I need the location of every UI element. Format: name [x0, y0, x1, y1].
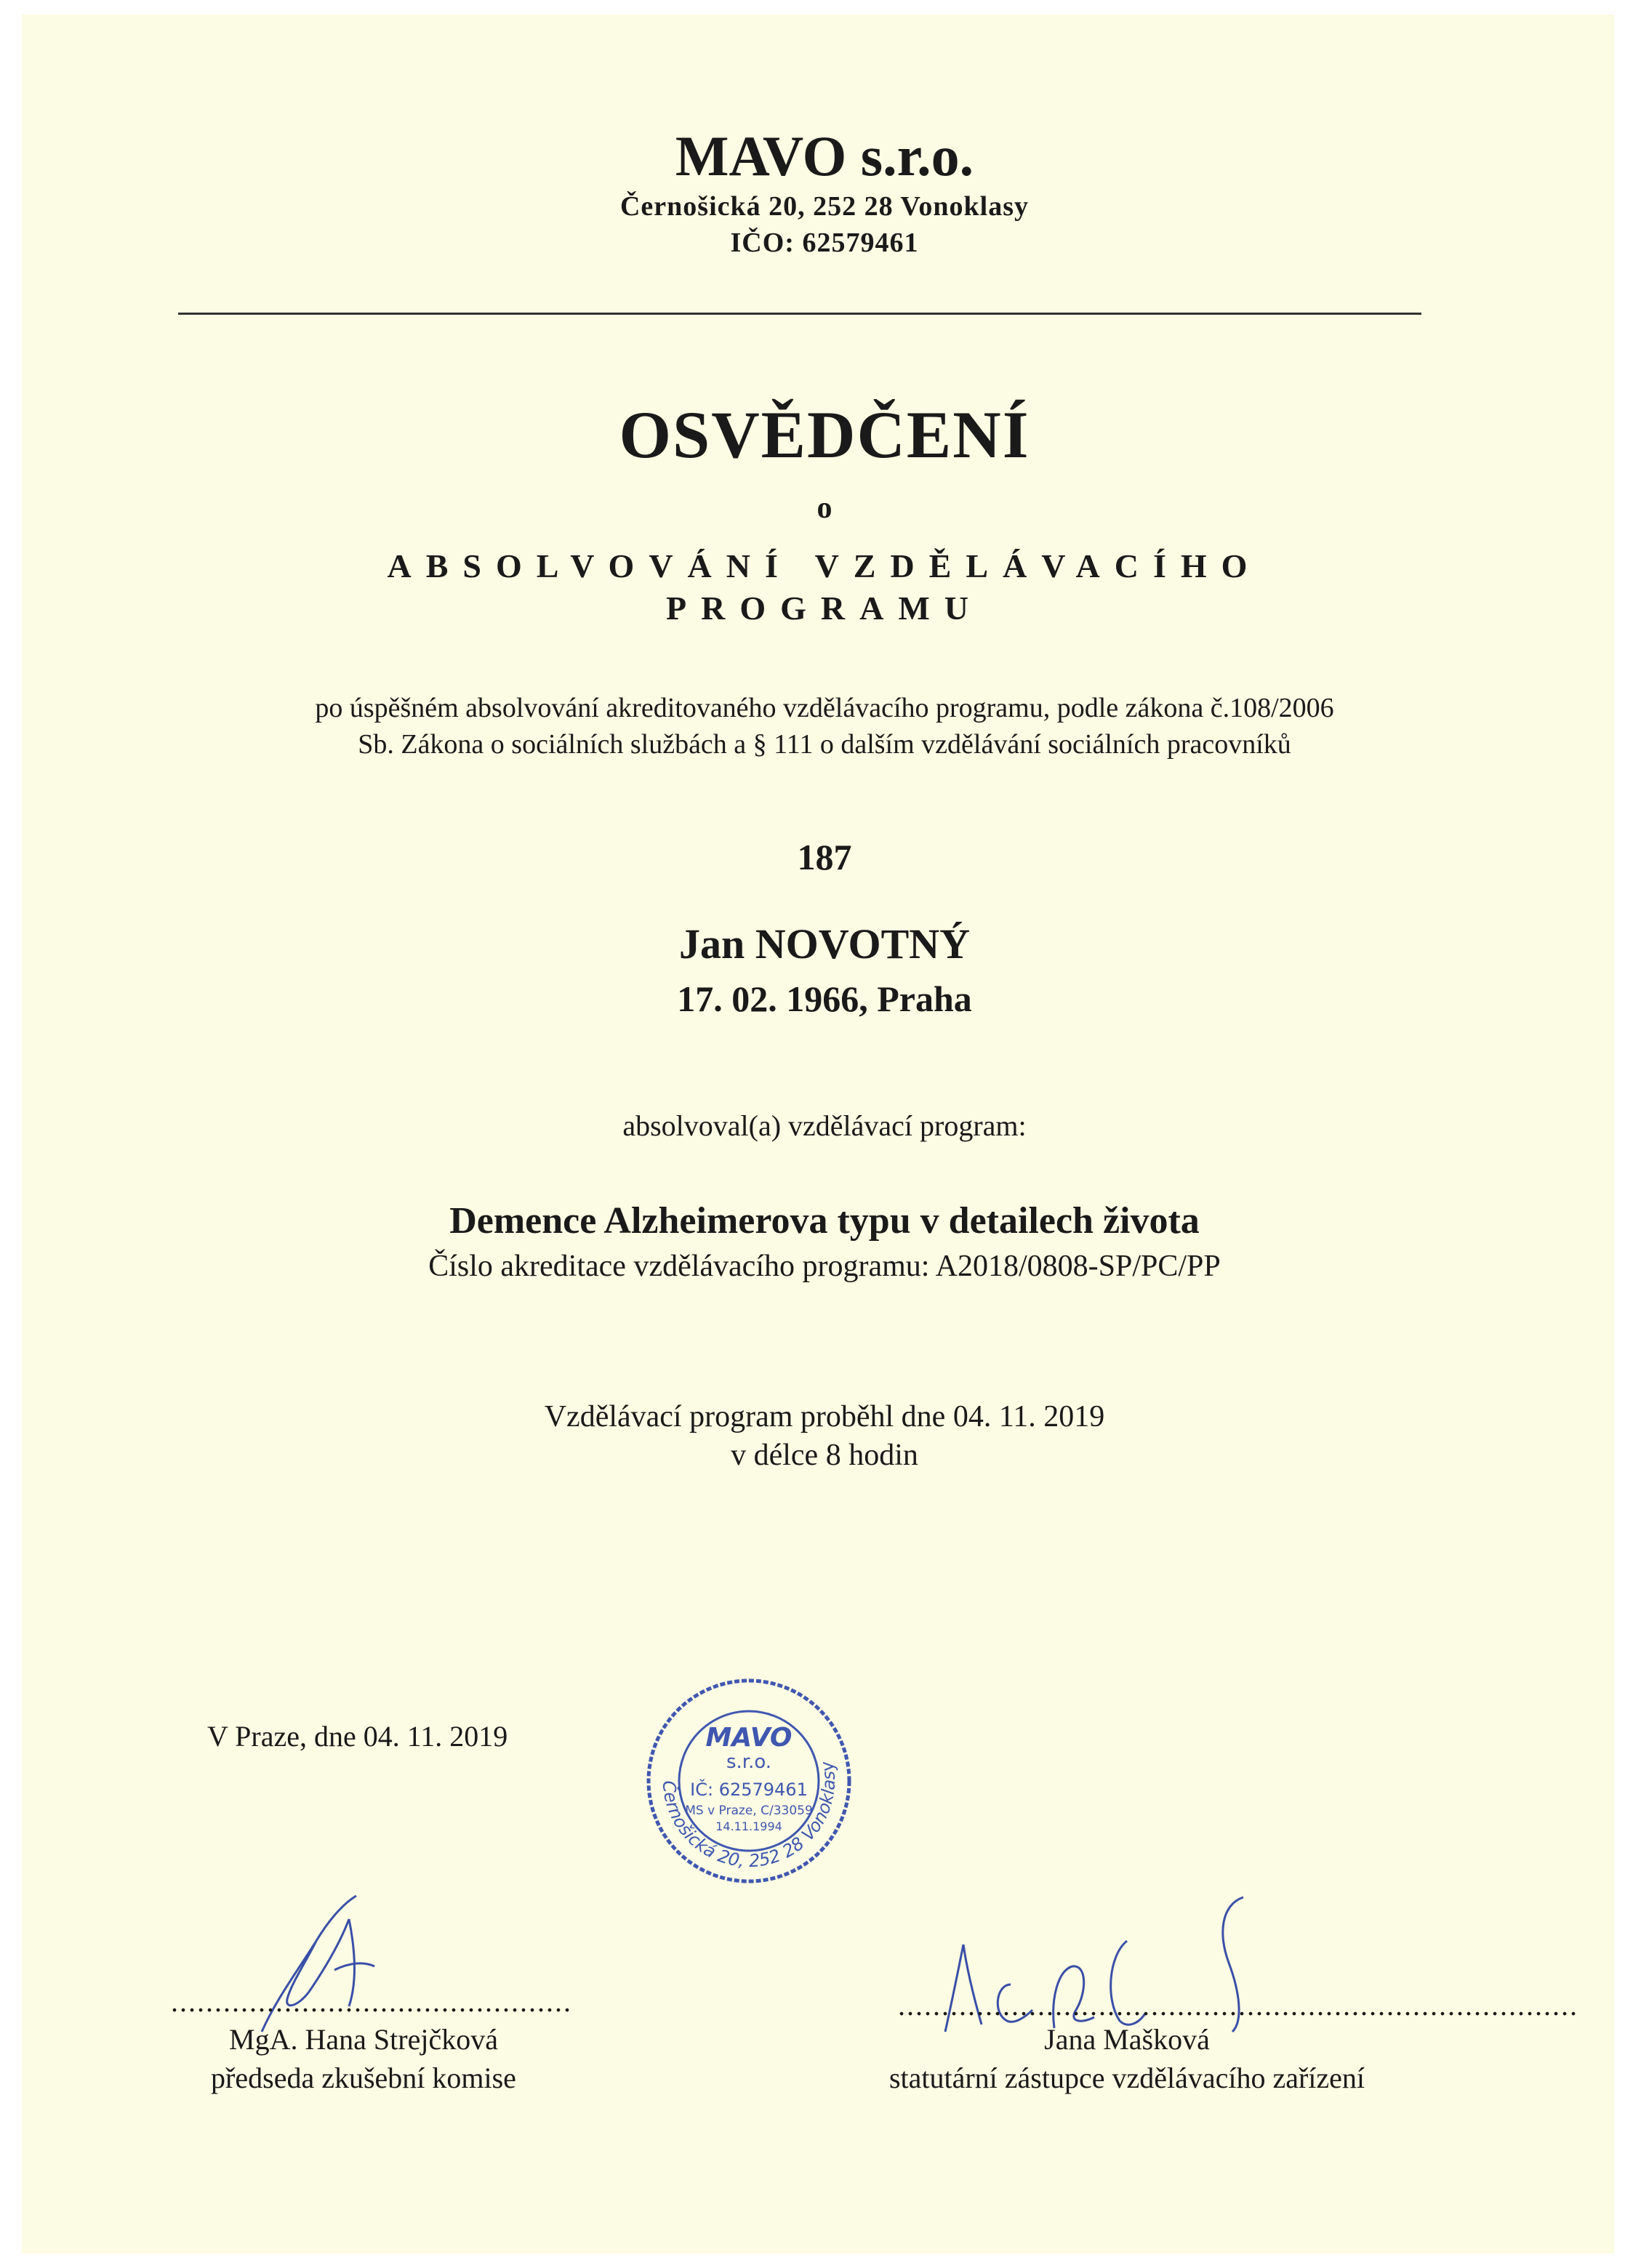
- header-divider: [178, 313, 1421, 315]
- participant-name: Jan NOVOTNÝ: [678, 920, 971, 968]
- completed-label: absolvoval(a) vzdělávací program:: [622, 1109, 1027, 1142]
- issuer-name: MAVO s.r.o.: [675, 124, 974, 188]
- signature-line-left: ..............................................: [171, 1985, 572, 2018]
- issuer-ico: IČO: 62579461: [730, 228, 919, 258]
- place-and-date: V Praze, dne 04. 11. 2019: [207, 1720, 508, 1753]
- signer-right-role: statutární zástupce vzdělávacího zařízení: [888, 2062, 1365, 2094]
- stamp-court: MS v Praze, C/33059: [685, 1803, 813, 1818]
- signer-left-name: MgA. Hana Strejčková: [229, 2023, 498, 2056]
- stamp-address-arc: Černošická 20, 252 28 Vonoklasy: [658, 1759, 840, 1872]
- official-stamp: [633, 1672, 865, 1890]
- program-duration: v délce 8 hodin: [731, 1439, 918, 1472]
- signature-left: [247, 1890, 385, 2043]
- certificate-subtitle-line1: ABSOLVOVÁNÍ VZDĚLÁVACÍHO: [387, 547, 1262, 584]
- participant-birth: 17. 02. 1966, Praha: [677, 978, 972, 1019]
- certificate-connector: o: [817, 491, 832, 525]
- program-accreditation: Číslo akreditace vzdělávacího programu: A2018/0808-SP/PC/PP: [428, 1250, 1221, 1283]
- certificate-number: 187: [797, 837, 852, 877]
- program-name: Demence Alzheimerova typu v detailech života: [449, 1200, 1200, 1242]
- certificate-title: OSVĚDČENÍ: [619, 398, 1030, 472]
- stamp-ico: IČ: 62579461: [690, 1780, 808, 1800]
- program-date: Vzdělávací program proběhl dne 04. 11. 2019: [544, 1400, 1105, 1433]
- legal-text-line1: po úspěšném absolvování akreditovaného vzdělávacího programu, podle zákona č.108/2006: [315, 693, 1334, 723]
- stamp-legal-form: s.r.o.: [726, 1751, 772, 1773]
- stamp-company: MAVO: [705, 1723, 793, 1753]
- legal-text-line2: Sb. Zákona o sociálních službách a § 111 o dalším vzdělávání sociálních pracovníků: [358, 729, 1291, 760]
- signer-right-name: Jana Mašková: [1044, 2023, 1210, 2056]
- certificate-subtitle-line2: PROGRAMU: [666, 590, 983, 627]
- signature-line-right: ..............................................................................: [898, 1989, 1578, 2022]
- stamp-date: 14.11.1994: [715, 1819, 782, 1833]
- issuer-address: Černošická 20, 252 28 Vonoklasy: [619, 191, 1030, 222]
- signer-left-role: předseda zkušební komise: [211, 2062, 516, 2094]
